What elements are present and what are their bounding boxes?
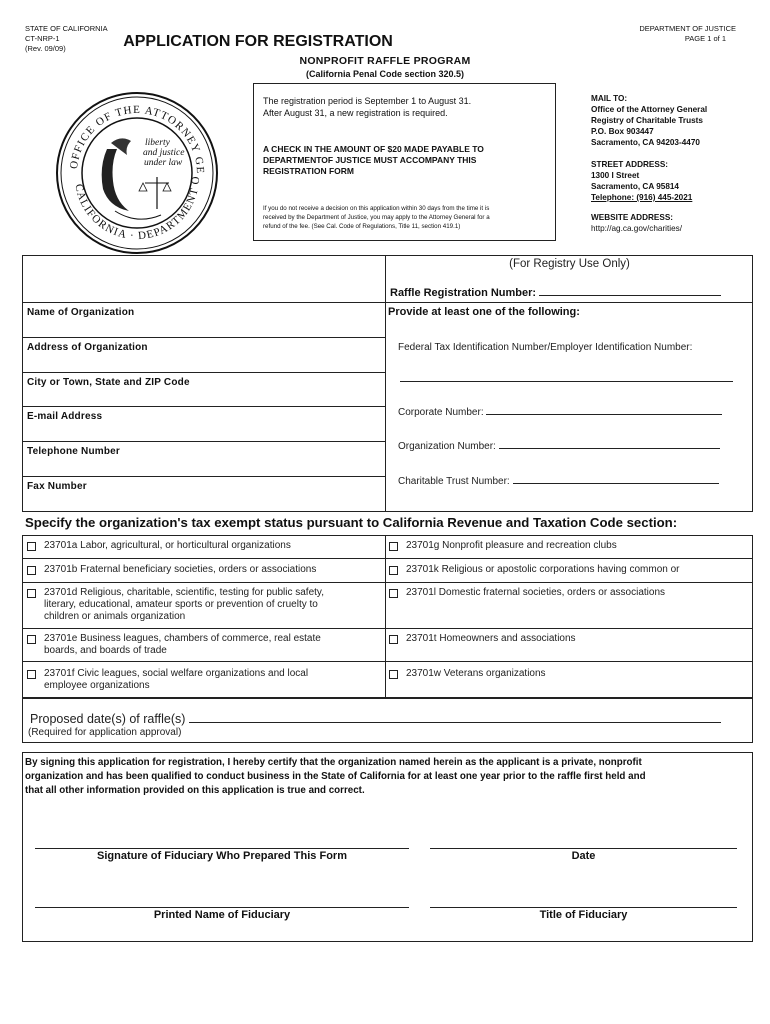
mail-line-3: P.O. Box 903447 — [591, 127, 654, 136]
date-field[interactable] — [430, 848, 737, 849]
website-heading: WEBSITE ADDRESS: — [591, 213, 674, 222]
corporate-label: Corporate Number: — [398, 407, 484, 418]
trust-row — [398, 473, 719, 487]
code-reference: (California Penal Code section 320.5) — [305, 69, 465, 79]
fein-label: Federal Tax Identification Number/Employer Identification Number: — [398, 342, 693, 353]
seal-motto-1: liberty — [145, 138, 170, 148]
proposed-dates-row — [30, 710, 721, 726]
option-23701d — [44, 587, 324, 623]
option-23701d-line-2: literary, educational, amateur sports or prevention of cruelty to — [44, 599, 318, 610]
checkbox-23701e[interactable] — [27, 635, 36, 644]
org-name-label: Name of Organization — [27, 307, 135, 318]
department-label: DEPARTMENT OF JUSTICE — [639, 24, 736, 33]
corporate-row — [398, 404, 722, 418]
svg-text:OFFICE OF THE ATTORNEY GENERAL: OFFICE OF THE ATTORNEY GE — [68, 103, 207, 175]
option-23701b: 23701b Fraternal beneficiary societies, orders or associations — [44, 564, 317, 575]
check-line-1: A CHECK IN THE AMOUNT OF $20 MADE PAYABLE TO — [263, 144, 484, 154]
page-number: PAGE 1 of 1 — [684, 34, 726, 43]
section-divider — [385, 255, 386, 512]
raffle-number-field[interactable] — [539, 285, 721, 296]
attorney-general-seal — [55, 91, 220, 261]
corporate-field[interactable] — [486, 404, 722, 415]
raffle-number-label: Raffle Registration Number: — [390, 287, 537, 299]
page-subtitle: NONPROFIT RAFFLE PROGRAM — [299, 55, 471, 67]
option-23701e-line-1: 23701e Business leagues, chambers of commerce, real estate — [44, 633, 321, 644]
option-23701e-line-2: boards, and boards of trade — [44, 645, 167, 656]
mail-line-2: Registry of Charitable Trusts — [591, 116, 703, 125]
option-23701g: 23701g Nonprofit pleasure and recreation clubs — [406, 540, 617, 551]
refund-line-1: If you do not receive a decision on this application within 30 days from the time it is — [263, 205, 490, 212]
svg-text:CALIFORNIA · DEPARTMENT OF JUS: CALIFORNIA · DEPARTMENT O — [72, 175, 203, 243]
raffle-number-row — [390, 285, 721, 299]
signature-label: Signature of Fiduciary Who Prepared This Form — [97, 850, 347, 862]
mail-to-block — [591, 93, 707, 234]
website-link[interactable]: http://ag.ca.gov/charities/ — [591, 224, 683, 233]
org-city-label: City or Town, State and ZIP Code — [27, 377, 190, 388]
mail-heading: MAIL TO: — [591, 94, 628, 103]
option-23701w: 23701w Veterans organizations — [406, 668, 546, 679]
fein-field[interactable] — [400, 381, 733, 382]
option-23701l: 23701l Domestic fraternal societies, orders or associations — [406, 587, 666, 598]
checkbox-23701f[interactable] — [27, 670, 36, 679]
provide-one-label: Provide at least one of the following: — [388, 306, 580, 318]
telephone: Telephone: (916) 445-2021 — [591, 193, 693, 202]
checkbox-23701b[interactable] — [27, 566, 36, 575]
checkbox-23701g[interactable] — [389, 542, 398, 551]
form-id: CT-NRP-1 — [25, 34, 60, 43]
checkbox-23701l[interactable] — [389, 589, 398, 598]
signature-field[interactable] — [35, 848, 409, 849]
mail-line-1: Office of the Attorney General — [591, 105, 708, 114]
option-23701f-line-2: employee organizations — [44, 680, 150, 691]
org-phone-label: Telephone Number — [27, 446, 121, 457]
state-label: STATE OF CALIFORNIA — [25, 24, 108, 33]
certification-text — [25, 756, 751, 798]
proposed-dates-label: Proposed date(s) of raffle(s) — [30, 712, 186, 726]
certification-line-3: that all other information provided on this application is true and correct. — [25, 785, 365, 796]
checkbox-23701k[interactable] — [389, 566, 398, 575]
org-address-label: Address of Organization — [27, 342, 148, 353]
printed-name-label: Printed Name of Fiduciary — [153, 909, 291, 921]
header-right — [639, 24, 736, 44]
street-line-2: Sacramento, CA 95814 — [591, 182, 679, 191]
check-line-2: DEPARTMENTOF JUSTICE MUST ACCOMPANY THIS — [263, 155, 477, 165]
title-label: Title of Fiduciary — [539, 909, 628, 921]
checkbox-23701t[interactable] — [389, 635, 398, 644]
option-23701d-line-3: children or animals organization — [44, 611, 186, 622]
date-label: Date — [571, 850, 596, 862]
organization-number-field[interactable] — [499, 438, 720, 449]
option-23701d-line-1: 23701d Religious, charitable, scientific, testing for public safety, — [44, 587, 324, 598]
seal-motto-3: under law — [144, 158, 183, 168]
checkbox-23701d[interactable] — [27, 589, 36, 598]
option-23701a: 23701a Labor, agricultural, or horticultural organizations — [44, 540, 291, 551]
org-fax-label: Fax Number — [27, 481, 87, 492]
checkbox-23701w[interactable] — [389, 670, 398, 679]
tax-exempt-heading: Specify the organization's tax exempt status pursuant to California Revenue and Taxation Code section: — [25, 515, 678, 530]
refund-line-3: refund of the fee. (See Cal. Code of Regulations, Title 11, section 419.1) — [263, 223, 461, 230]
printed-name-field[interactable] — [35, 907, 409, 908]
option-23701k: 23701k Religious or apostolic corporations having common or — [406, 564, 680, 575]
title-field[interactable] — [430, 907, 737, 908]
registry-use-only: (For Registry Use Only) — [509, 258, 630, 270]
proposed-dates-field[interactable] — [189, 710, 721, 723]
option-23701e — [44, 633, 321, 657]
organization-row — [398, 438, 720, 452]
certification-line-2: organization and has been qualified to conduct business in the State of California for at least one year prior to the raffle first held and — [25, 771, 646, 782]
certification-line-1: By signing this application for registration, I hereby certify that the organization named herein as the applicant is a private, nonprofit — [25, 757, 642, 768]
period-line-2: After August 31, a new registration is required. — [263, 108, 448, 118]
revision-label: (Rev. 09/09) — [25, 44, 66, 53]
org-email-label: E-mail Address — [27, 411, 103, 422]
street-heading: STREET ADDRESS: — [591, 160, 669, 169]
seal-motto-2: and justice — [143, 148, 185, 158]
checkbox-23701a[interactable] — [27, 542, 36, 551]
trust-field[interactable] — [513, 473, 719, 484]
option-23701t: 23701t Homeowners and associations — [406, 633, 576, 644]
page-title: APPLICATION FOR REGISTRATION — [123, 33, 393, 50]
option-23701f-line-1: 23701f Civic leagues, social welfare organizations and local — [44, 668, 309, 679]
refund-line-2: received by the Department of Justice, you may apply to the Attorney General for a — [263, 214, 490, 221]
street-line-1: 1300 I Street — [591, 171, 640, 180]
mail-line-4: Sacramento, CA 94203-4470 — [591, 138, 700, 147]
instructions-box — [253, 83, 556, 241]
organization-number-label: Organization Number: — [398, 441, 496, 452]
check-line-3: REGISTRATION FORM — [263, 166, 354, 176]
required-note: (Required for application approval) — [28, 727, 182, 738]
option-23701f — [44, 668, 308, 692]
period-line-1: The registration period is September 1 to August 31. — [263, 96, 472, 106]
trust-label: Charitable Trust Number: — [398, 476, 510, 487]
